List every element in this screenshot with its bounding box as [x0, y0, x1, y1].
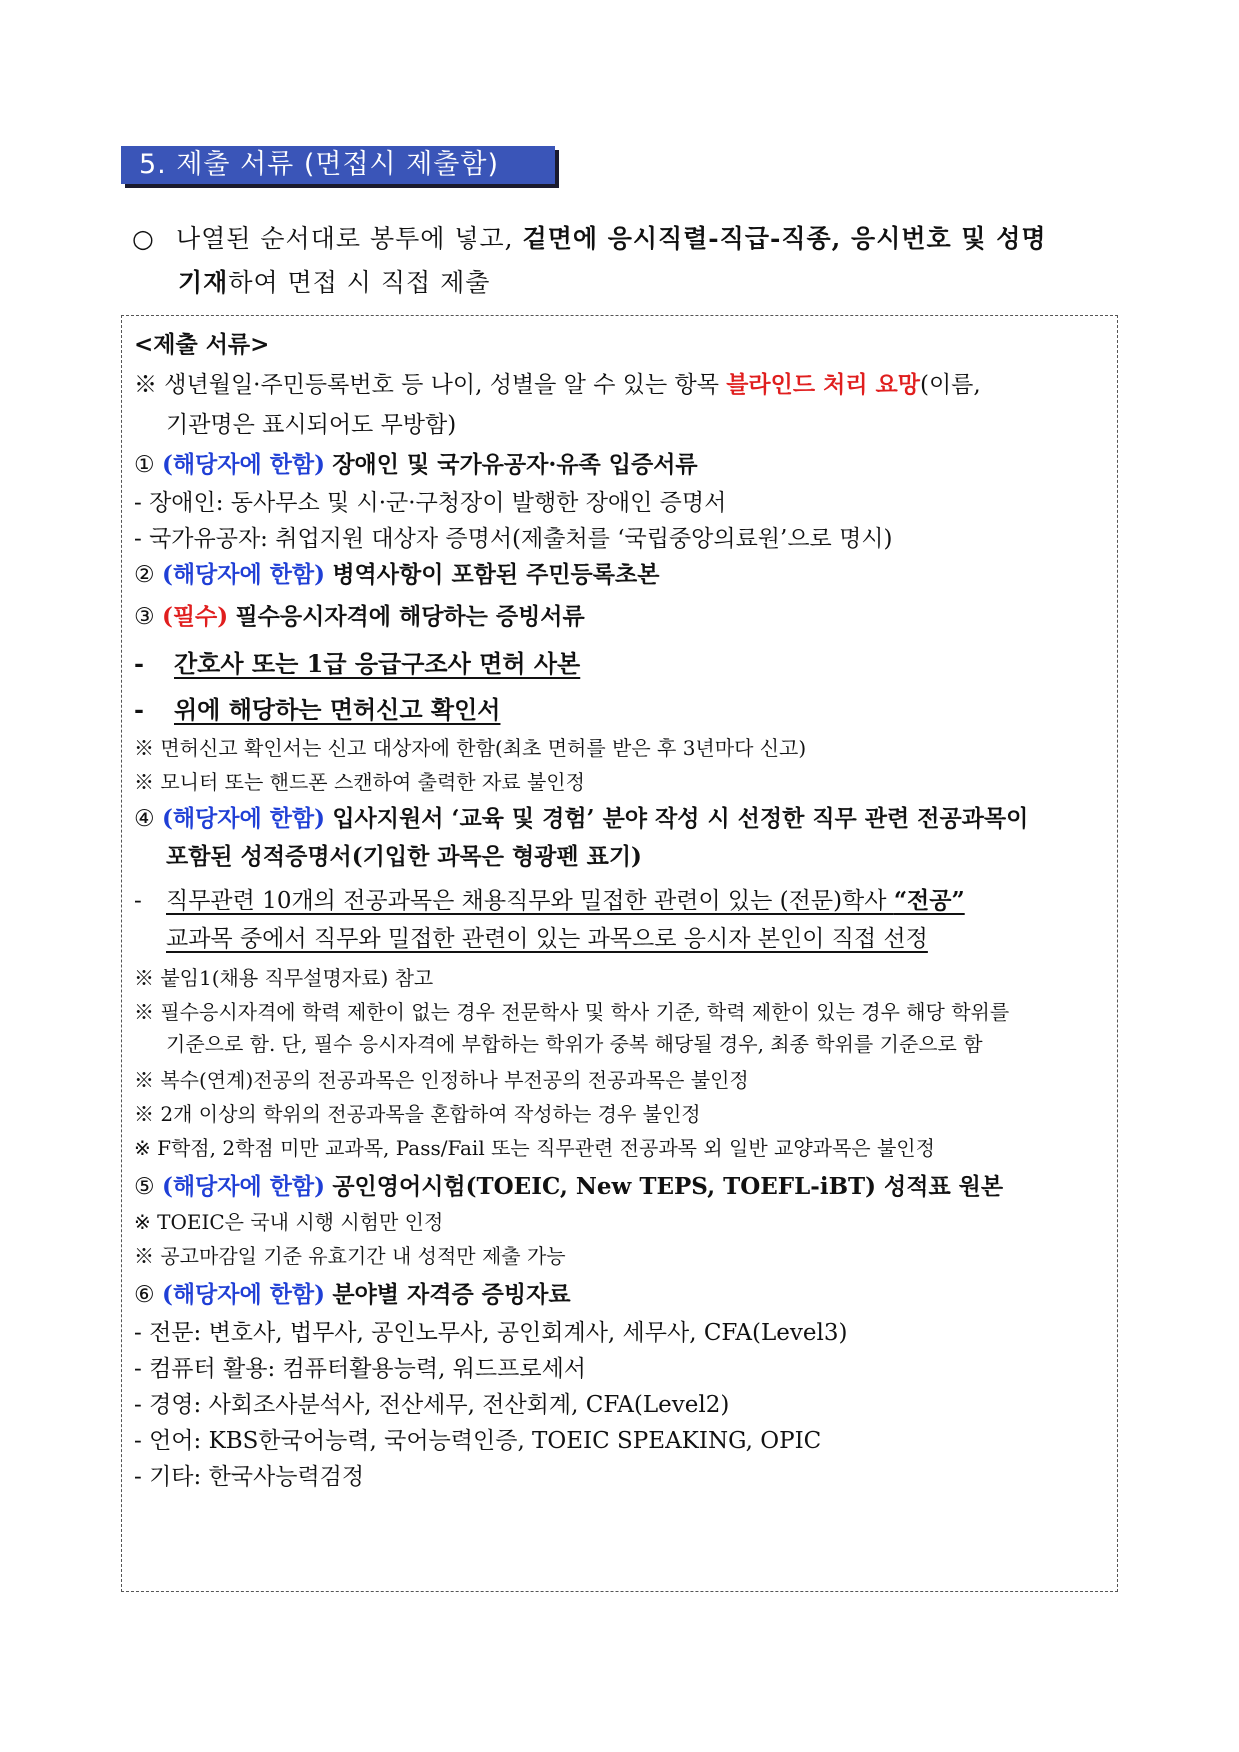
item6-sub2: - 컴퓨터 활용: 컴퓨터활용능력, 워드프로세서	[134, 1356, 586, 1382]
intro-text-a: 나열된 순서대로 봉투에 넣고,	[176, 224, 523, 253]
item2-heading: ② (해당자에 한함) 병역사항이 포함된 주민등록초본	[134, 561, 660, 588]
item4-note3: ※ 복수(연계)전공의 전공과목은 인정하나 부전공의 전공과목은 불인정	[134, 1068, 749, 1092]
item3-note1: ※ 면허신고 확인서는 신고 대상자에 한함(최초 면허를 받은 후 3년마다 신고)	[134, 736, 807, 760]
item6-heading: ⑥ (해당자에 한함) 분야별 자격증 증빙자료	[134, 1281, 571, 1308]
item5-note1: ※ TOEIC은 국내 시행 시험만 인정	[134, 1210, 444, 1234]
item4-note4: ※ 2개 이상의 학위의 전공과목을 혼합하여 작성하는 경우 불인정	[134, 1102, 701, 1126]
item6-sub1: - 전문: 변호사, 법무사, 공인노무사, 공인회계사, 세무사, CFA(Level3)	[134, 1320, 848, 1346]
item3-sub2: - 위에 해당하는 면허신고 확인서	[134, 695, 501, 724]
documents-box	[121, 315, 1118, 1592]
item5-note2: ※ 공고마감일 기준 유효기간 내 성적만 제출 가능	[134, 1244, 566, 1268]
intro-paragraph	[132, 217, 1122, 305]
item4-note2-line2: 기준으로 함. 단, 필수 응시자격에 부합하는 학위가 중복 해당될 경우, 최종 학위를 기준으로 함	[166, 1032, 983, 1056]
section-title: 5. 제출 서류 (면접시 제출함)	[121, 146, 555, 184]
item4-note5: ※ F학점, 2학점 미만 교과목, Pass/Fail 또는 직무관련 전공과목 외 일반 교양과목은 불인정	[134, 1136, 935, 1160]
item1-sub2: - 국가유공자: 취업지원 대상자 증명서(제출처를 ‘국립중앙의료원’으로 명시)	[134, 526, 893, 552]
item6-sub3: - 경영: 사회조사분석사, 전산세무, 전산회계, CFA(Level2)	[134, 1392, 730, 1418]
item1-heading: ① (해당자에 한함) 장애인 및 국가유공자·유족 입증서류	[134, 451, 698, 478]
item4-heading-line2: 포함된 성적증명서(기입한 과목은 형광펜 표기)	[166, 843, 642, 870]
box-heading: <제출 서류>	[134, 331, 270, 358]
item5-heading: ⑤ (해당자에 한함) 공인영어시험(TOEIC, New TEPS, TOEFL-iBT) 성적표 원본	[134, 1173, 1004, 1200]
item4-sub-line1: - 직무관련 10개의 전공과목은 채용직무와 밀접한 관련이 있는 (전문)학사 “전공”	[134, 887, 965, 914]
intro-text-c: 기재	[178, 268, 229, 297]
item4-heading-line1: ④ (해당자에 한함) 입사지원서 ‘교육 및 경험’ 분야 작성 시 선정한 직무 관련 전공과목이	[134, 805, 1029, 832]
circle-bullet: ○	[132, 224, 155, 253]
blind-note-line1: ※ 생년월일·주민등록번호 등 나이, 성별을 알 수 있는 항목 블라인드 처리 요망(이름,	[134, 371, 981, 398]
item4-sub-line2: 교과목 중에서 직무와 밀접한 관련이 있는 과목으로 응시자 본인이 직접 선정	[166, 926, 928, 952]
intro-text-d: 하여 면접 시 직접 제출	[228, 268, 491, 297]
item3-heading: ③ (필수) 필수응시자격에 해당하는 증빙서류	[134, 603, 585, 630]
item1-sub1: - 장애인: 동사무소 및 시·군·구청장이 발행한 장애인 증명서	[134, 490, 727, 516]
intro-text-b: 겉면에 응시직렬-직급-직종, 응시번호 및 성명	[522, 224, 1047, 253]
item6-sub4: - 언어: KBS한국어능력, 국어능력인증, TOEIC SPEAKING, OPIC	[134, 1428, 822, 1454]
item4-note2-line1: ※ 필수응시자격에 학력 제한이 없는 경우 전문학사 및 학사 기준, 학력 제한이 있는 경우 해당 학위를	[134, 1000, 1010, 1024]
item3-sub1: - 간호사 또는 1급 응급구조사 면허 사본	[134, 649, 581, 678]
item3-note2: ※ 모니터 또는 핸드폰 스캔하여 출력한 자료 불인정	[134, 770, 585, 794]
item6-sub5: - 기타: 한국사능력검정	[134, 1464, 365, 1490]
blind-note-line2: 기관명은 표시되어도 무방함)	[166, 412, 457, 438]
item4-note1: ※ 붙임1(채용 직무설명자료) 참고	[134, 966, 434, 990]
